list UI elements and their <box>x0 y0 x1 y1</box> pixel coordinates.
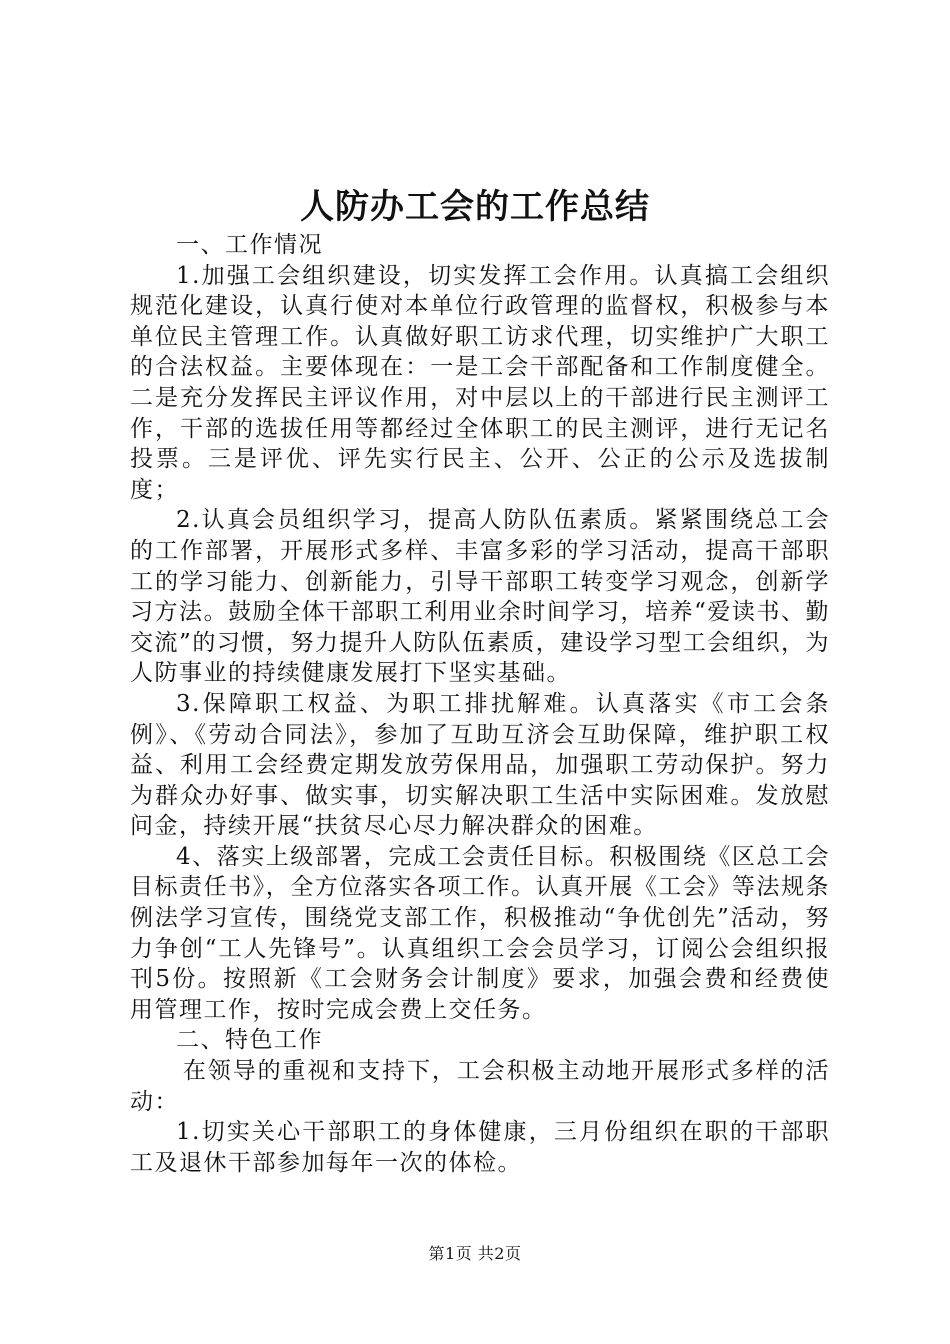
page-number-footer: 第1页 共2页 <box>428 1244 522 1263</box>
section-heading-work-status: 一、工作情况 <box>176 232 323 258</box>
paragraph-member-study: 2.认真会员组织学习，提高人防队伍素质。紧紧围绕总工会的工作部署，开展形式多样、丰富多彩的学习活动，提高干部职工的学习能力、创新能力，引导干部职工转变学习观念，创新学习方法。鼓励全体干部职工利用业余时间学习，培养“爱读书、勤交流”的习惯，努力提升人防队伍素质，建设学习型工会组织，为人防事业的持续健康发展打下坚实基础。 <box>130 507 830 687</box>
document-title: 人防办工会的工作总结 <box>300 187 650 227</box>
paragraph-organization-building: 1.加强工会组织建设，切实发挥工会作用。认真搞工会组织规范化建设，认真行使对本单位行政管理的监督权，积极参与本单位民主管理工作。认真做好职工访求代理，切实维护广大职工的合法权益。主要体现在：一是工会干部配备和工作制度健全。二是充分发挥民主评议作用，对中层以上的干部进行民主测评工作，干部的选拔任用等都经过全体职工的民主测评，进行无记名投票。三是评优、评先实行民主、公开、公正的公示及选拔制度； <box>130 262 830 503</box>
section-heading-featured-work: 二、特色工作 <box>176 1027 323 1054</box>
paragraph-worker-rights: 3.保障职工权益、为职工排扰解难。认真落实《市工会条例》、《劳动合同法》，参加了互助互济会互助保障，维护职工权益、利用工会经费定期发放劳保用品，加强职工劳动保护。努力为群众办好事、做实事，切实解决职工生活中实际困难。发放慰问金，持续开展“扶贫尽心尽力解决群众的困难。 <box>130 690 830 840</box>
paragraph-health-checkup: 1.切实关心干部职工的身体健康，三月份组织在职的干部职工及退休干部参加每年一次的体检。 <box>130 1119 830 1176</box>
document-body <box>130 230 830 1178</box>
paragraph-featured-intro: 在领导的重视和支持下，工会积极主动地开展形式多样的活动： <box>130 1058 830 1115</box>
paragraph-responsibility-goals: 4、落实上级部署，完成工会责任目标。积极围绕《区总工会目标责任书》，全方位落实各项工作。认真开展《工会》等法规条例法学习宣传，围绕党支部工作，积极推动“争优创先”活动，努力争创“工人先锋号”。认真组织工会会员学习，订阅公会组织报刊5份。按照新《工会财务会计制度》要求，加强会费和经费使用管理工作，按时完成会费上交任务。 <box>130 843 830 1023</box>
